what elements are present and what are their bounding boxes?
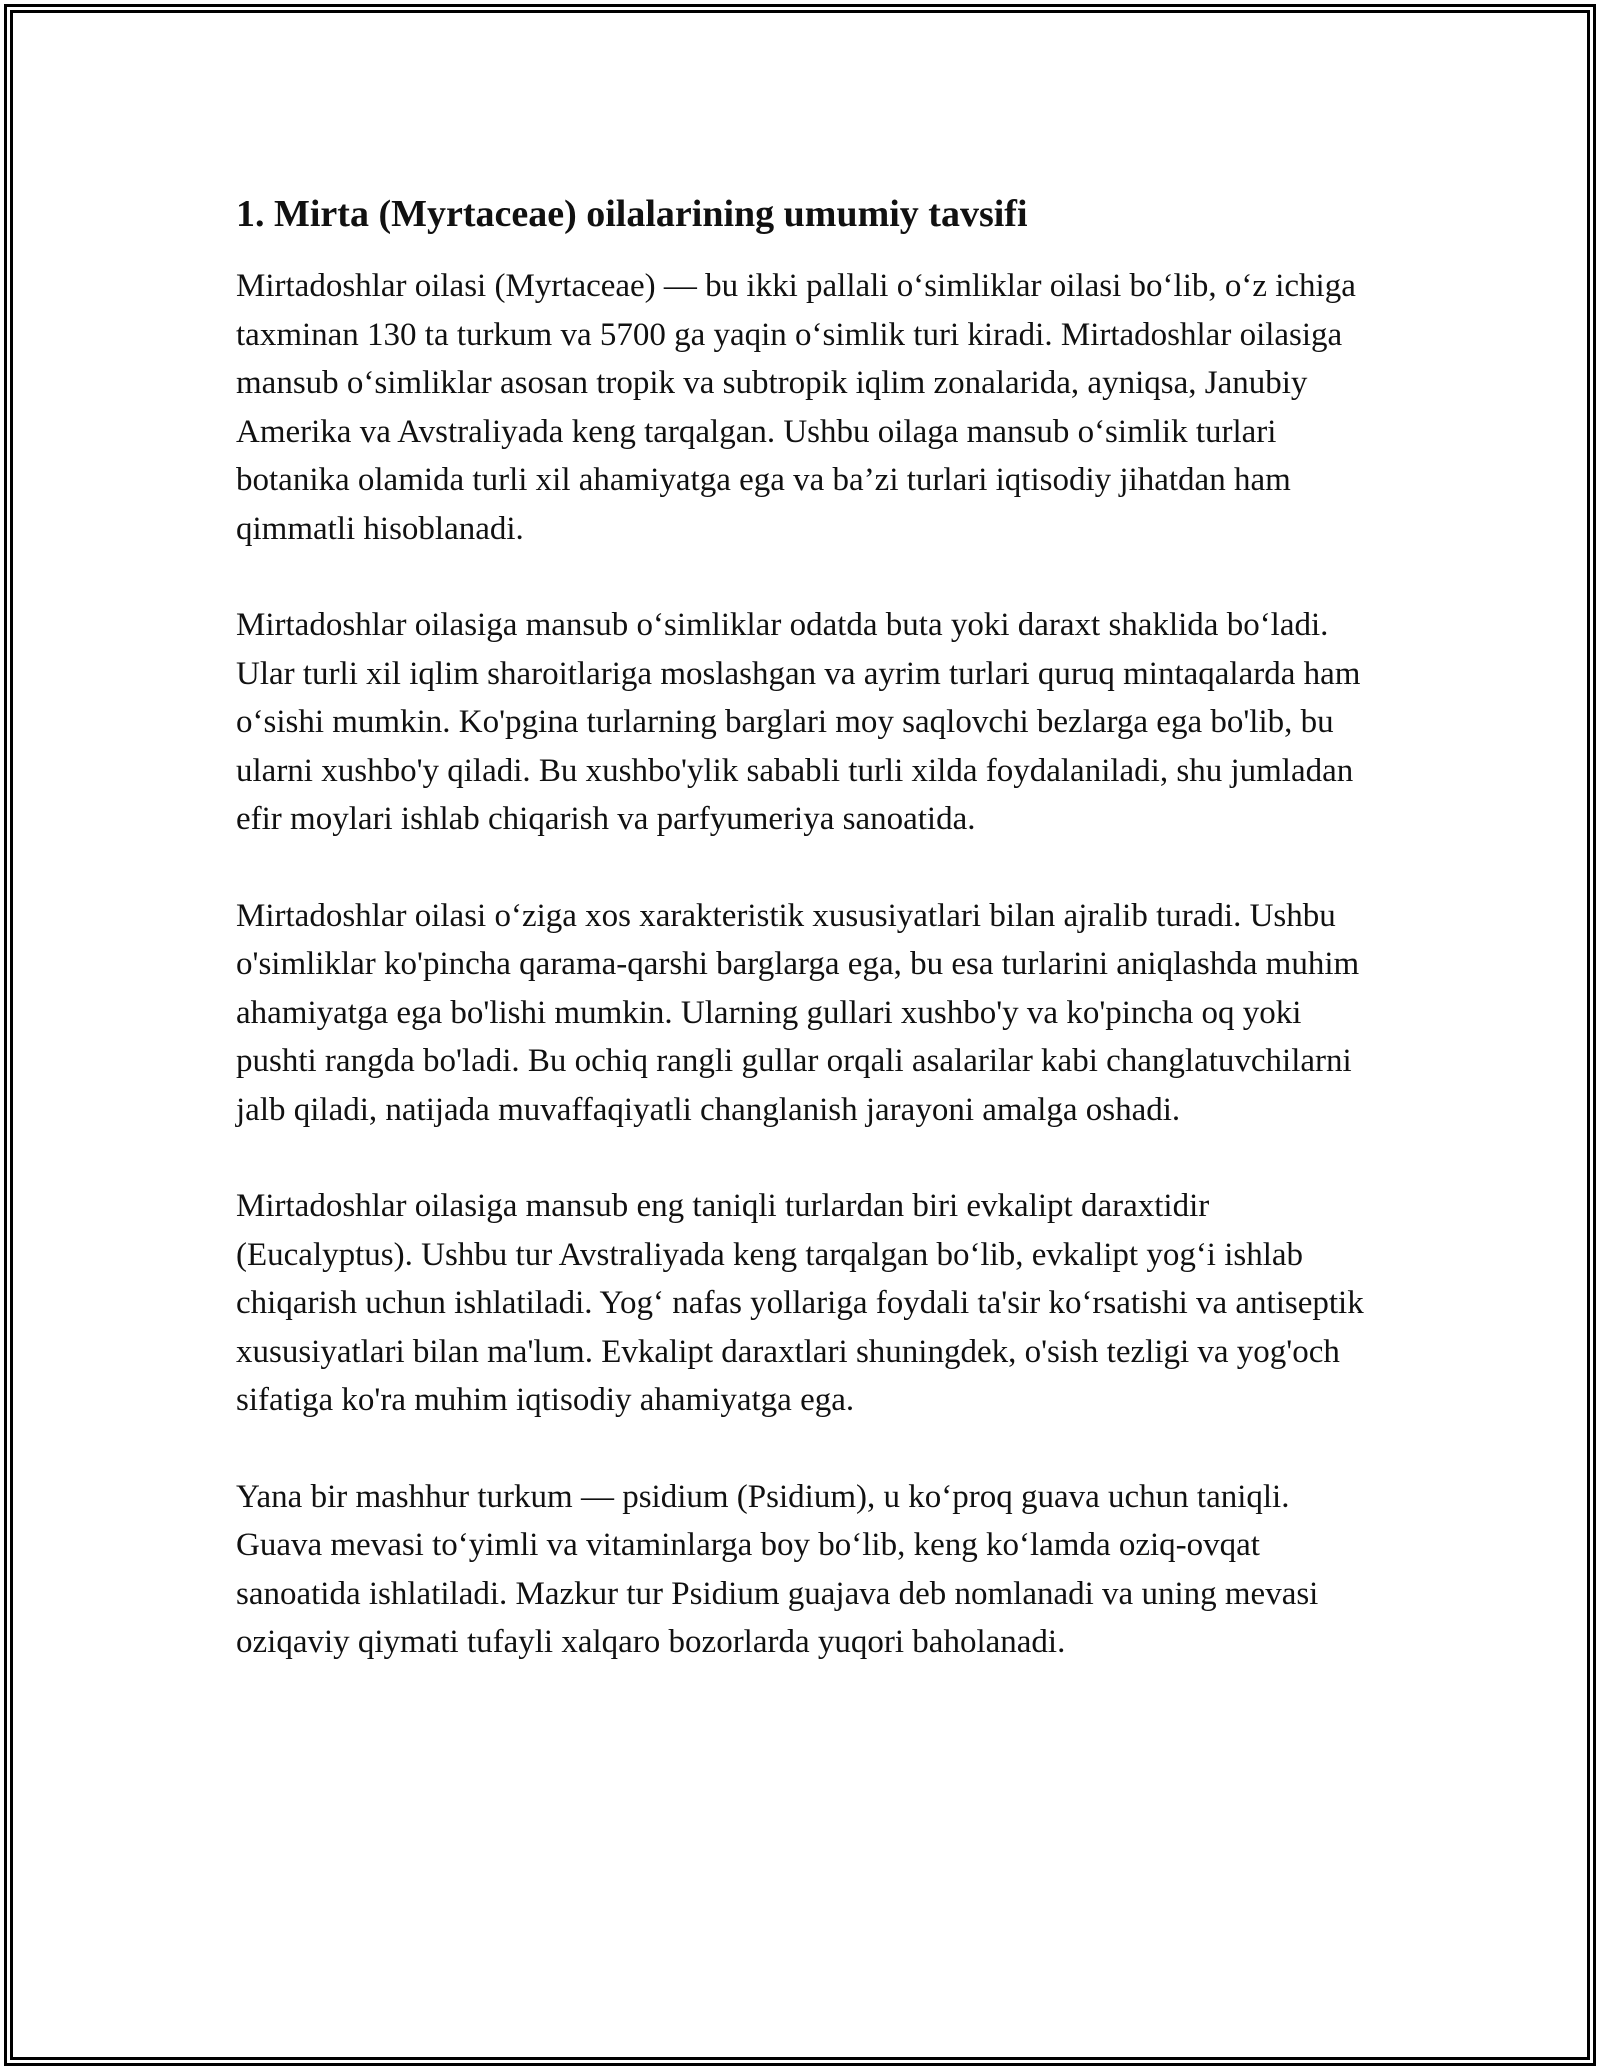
paragraph-5: Yana bir mashhur turkum — psidium (Psidium), u ko‘proq guava uchun taniqli. Guava mevasi to‘yimli va vitaminlarga boy bo‘lib, keng ko‘lamda oziq-ovqat sanoatida ishlatiladi. Mazkur tur Psidium guajava deb nomlanadi va uning mevasi oziqaviy qiymati tufayli xalqaro bozorlarda yuqori baholanadi. xyxy=(236,1478,1319,1660)
section-title: 1. Mirta (Myrtaceae) oilalarining umumiy tavsifi xyxy=(236,193,1028,235)
paragraph-2: Mirtadoshlar oilasiga mansub o‘simliklar odatda buta yoki daraxt shaklida bo‘ladi. Ular turli xil iqlim sharoitlariga moslashgan va ayrim turlari quruq mintaqalarda ham o‘sishi mumkin. Ko'pgina turlarning barglari moy saqlovchi bezlarga ega bo'lib, bu ularni xushbo'y qiladi. Bu xushbo'ylik sababli turli xilda foydalaniladi, shu jumladan efir moylari ishlab chiqarish va parfyumeriya sanoatida. xyxy=(236,607,1361,837)
document-body xyxy=(236,186,1366,1715)
paragraph-3: Mirtadoshlar oilasi o‘ziga xos xarakteristik xususiyatlari bilan ajralib turadi. Ushbu o'simliklar ko'pincha qarama-qarshi barglarga ega, bu esa turlarini aniqlashda muhim ahamiyatga ega bo'lishi mumkin. Ularning gullari xushbo'y va ko'pincha oq yoki pushti rangda bo'ladi. Bu ochiq rangli gullar orqali asalarilar kabi changlatuvchilarni jalb qiladi, natijada muvaffaqiyatli changlanish jarayoni amalga oshadi. xyxy=(236,897,1360,1128)
paragraph-4: Mirtadoshlar oilasiga mansub eng taniqli turlardan biri evkalipt daraxtidir (Eucalyptus). Ushbu tur Avstraliyada keng tarqalgan bo‘lib, evkalipt yog‘i ishlab chiqarish uchun ishlatiladi. Yog‘ nafas yollariga foydali ta'sir ko‘rsatishi va antiseptik xususiyatlari bilan ma'lum. Evkalipt daraxtlari shuningdek, o'sish tezligi va yog'och sifatiga ko'ra muhim iqtisodiy ahamiyatga ega. xyxy=(236,1188,1364,1418)
paragraph-1: Mirtadoshlar oilasi (Myrtaceae) — bu ikki pallali o‘simliklar oilasi bo‘lib, o‘z ichiga taxminan 130 ta turkum va 5700 ga yaqin o‘simlik turi kiradi. Mirtadoshlar oilasiga mansub o‘simliklar asosan tropik va subtropik iqlim zonalarida, ayniqsa, Janubiy Amerika va Avstraliyada keng tarqalgan. Ushbu oilaga mansub o‘simlik turlari botanika olamida turli xil ahamiyatga ega va ba’zi turlari iqtisodiy jihatdan ham qimmatli hisoblanadi. xyxy=(236,268,1356,547)
